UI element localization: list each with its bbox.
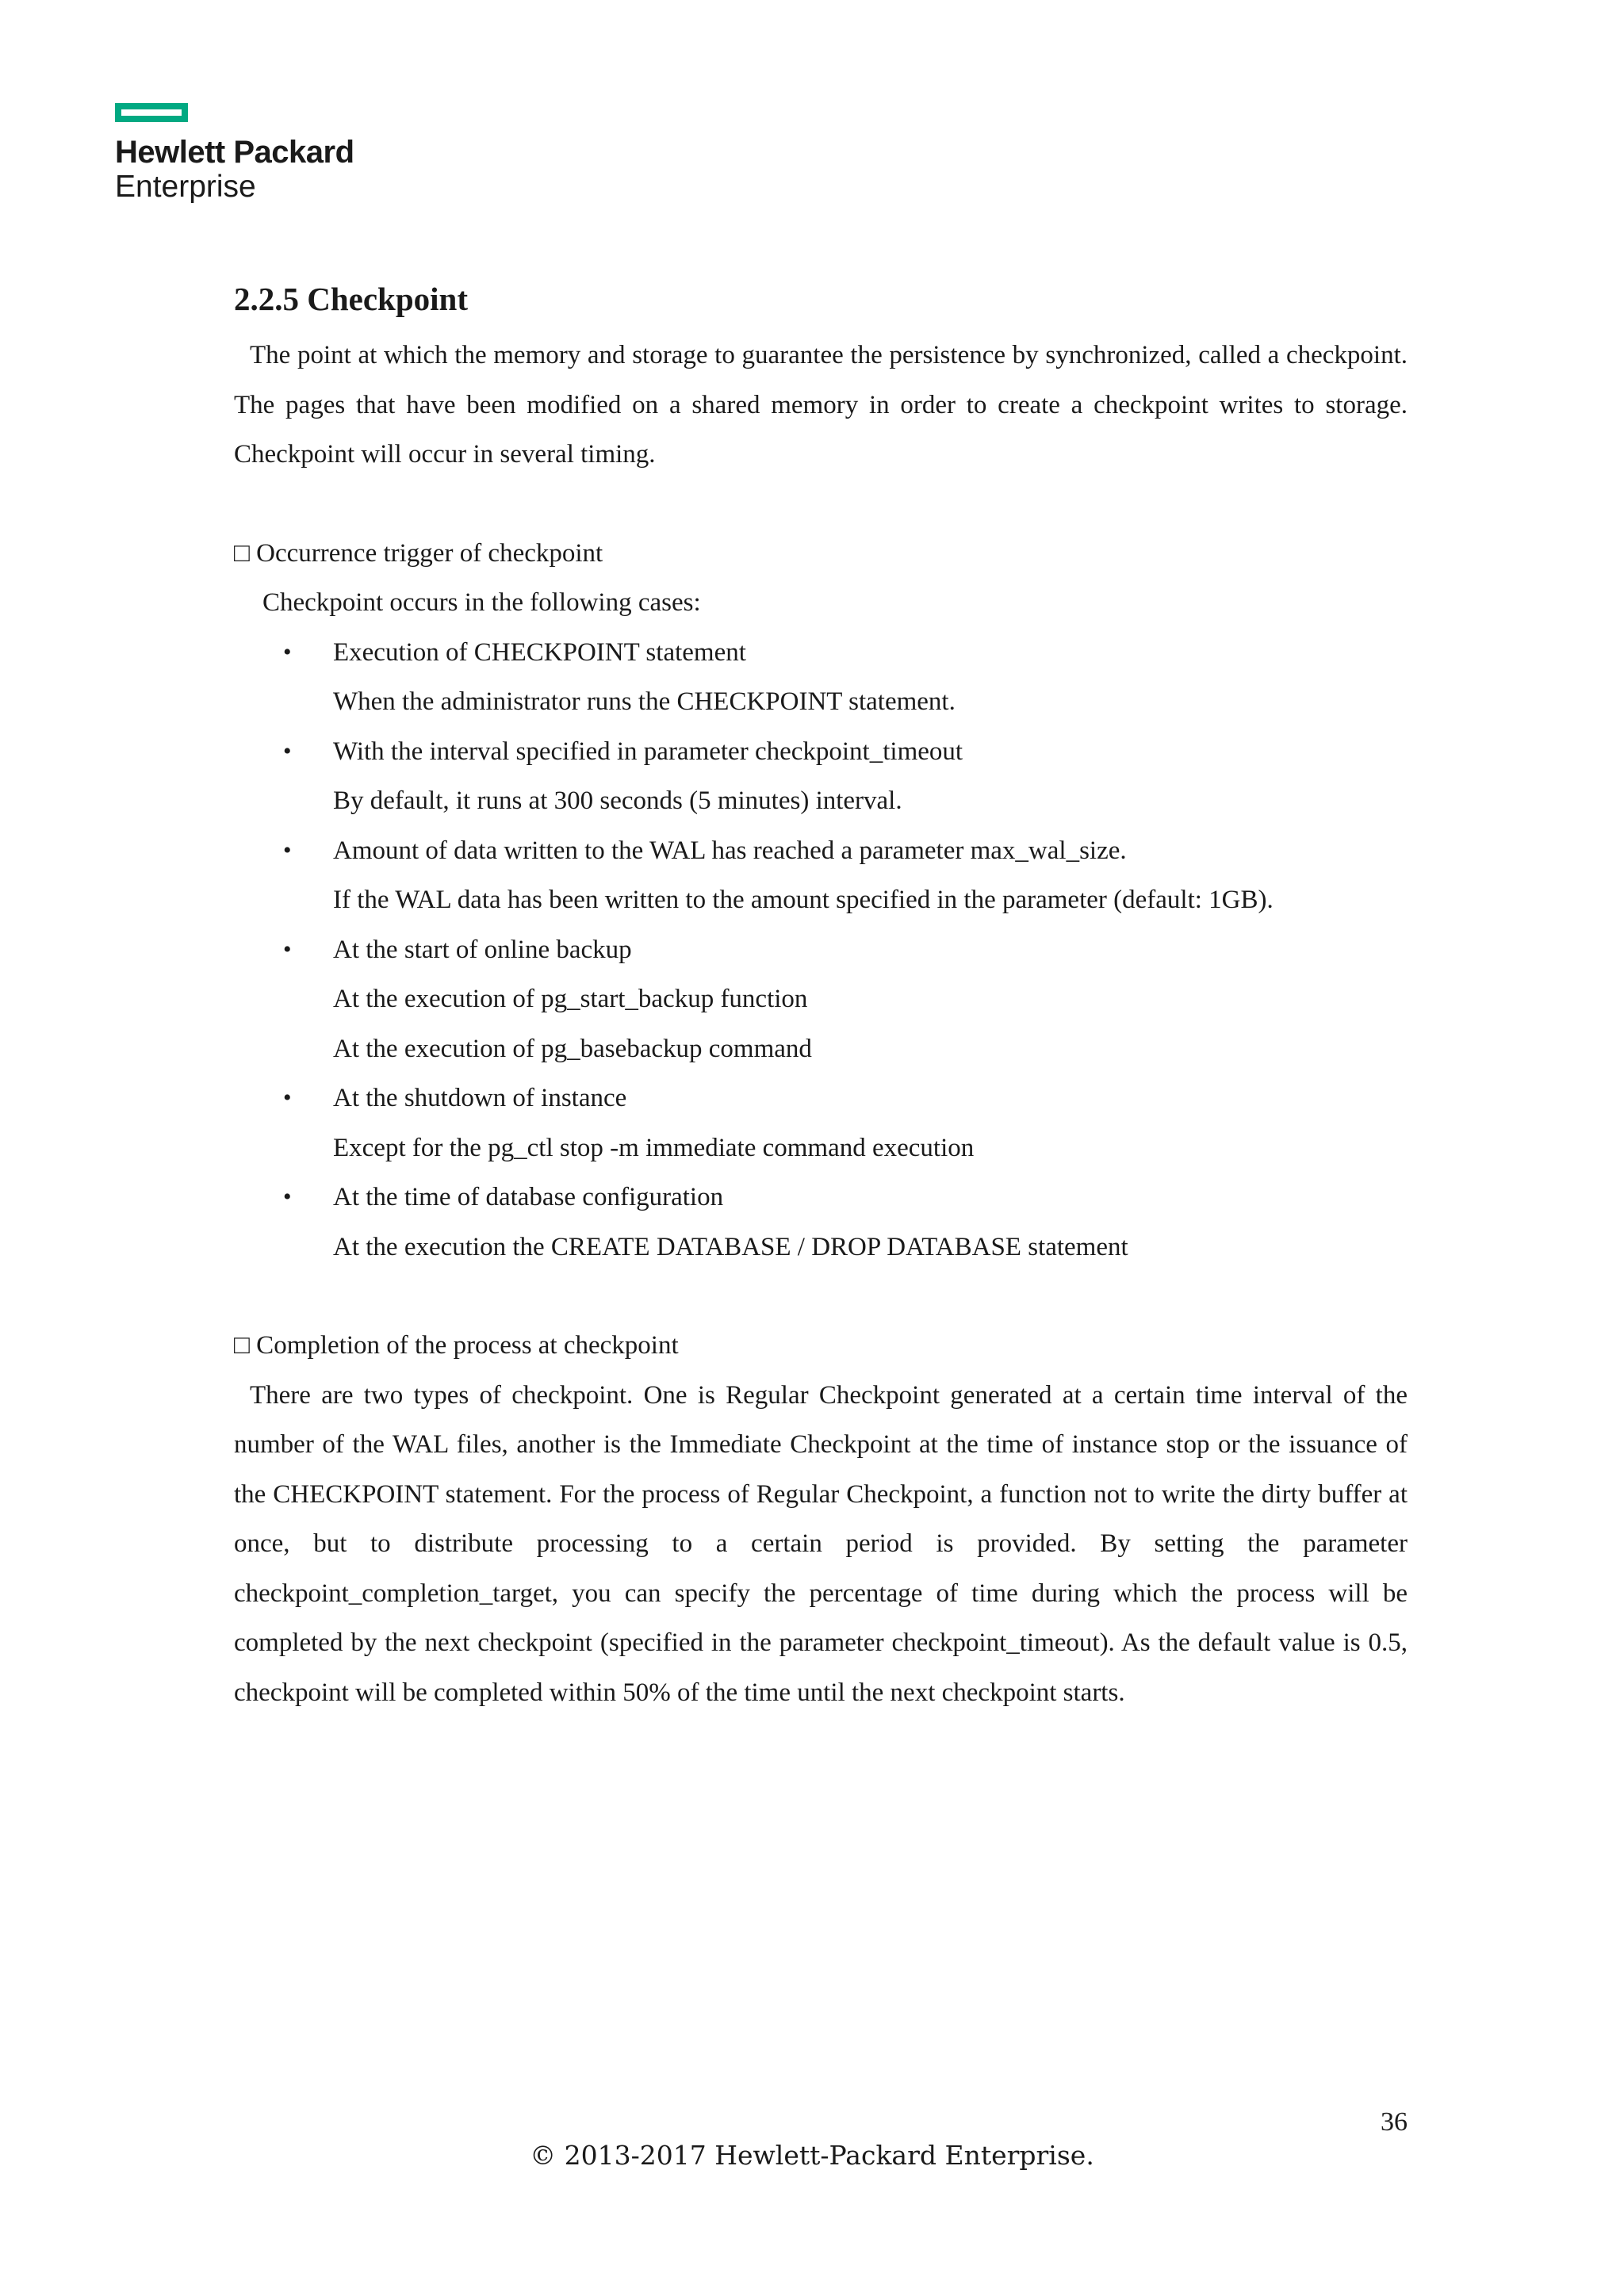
list-item <box>234 1173 1408 1272</box>
list-item-title: Amount of data written to the WAL has reached a parameter max_wal_size. <box>333 836 1127 865</box>
copyright-notice: © 2013-2017 Hewlett-Packard Enterprise. <box>530 2140 1094 2171</box>
company-logo <box>115 103 369 214</box>
triggers-lead: Checkpoint occurs in the following cases: <box>262 588 701 617</box>
spacer <box>234 1272 1408 1321</box>
list-item <box>234 727 1408 826</box>
list-item-detail: At the execution of pg_start_backup function <box>333 985 808 1013</box>
trigger-list <box>234 628 1408 1272</box>
list-item <box>234 826 1408 925</box>
bullet-icon: • <box>283 1184 292 1210</box>
intro-paragraph: The point at which the memory and storage to guarantee the persistence by synchronized, called a checkpoint. The pages that have been modified on a shared memory in order to create a checkpoint writes to storage. Checkpoint will occur in several timing. <box>234 341 1408 469</box>
list-item-title: At the time of database configuration <box>333 1183 724 1211</box>
list-item-detail: Except for the pg_ctl stop -m immediate command execution <box>333 1133 975 1162</box>
document-body <box>234 274 1408 1717</box>
list-item-title: With the interval specified in parameter checkpoint_timeout <box>333 737 963 766</box>
list-item <box>234 1073 1408 1173</box>
logo-text-line2: Enterprise <box>115 170 256 204</box>
logo-green-bar <box>115 103 188 122</box>
bullet-icon: • <box>283 936 292 962</box>
triggers-heading: □ Occurrence trigger of checkpoint <box>234 538 603 568</box>
section-heading: 2.2.5 Checkpoint <box>234 281 469 317</box>
list-item-title: Execution of CHECKPOINT statement <box>333 637 746 667</box>
list-item <box>234 628 1408 727</box>
logo-text-line1: Hewlett Packard <box>115 135 354 170</box>
bullet-icon: • <box>283 737 292 764</box>
list-item-detail: By default, it runs at 300 seconds (5 minutes) interval. <box>333 786 902 815</box>
list-item-detail: If the WAL data has been written to the amount specified in the parameter (default: 1GB). <box>333 886 1274 914</box>
completion-paragraph: There are two types of checkpoint. One is Regular Checkpoint generated at a certain time interval of the number of the WAL files, another is the Immediate Checkpoint at the time of instance stop or the issuance of the CHECKPOINT statement. For the process of Regular Checkpoint, a function not to write the dirty buffer at once, but to distribute processing to a certain period is provided. By setting the parameter checkpoint_completion_target, you can specify the percentage of time during which the process will be completed by the next checkpoint (specified in the parameter checkpoint_timeout). As the default value is 0.5, checkpoint will be completed within 50% of the time until the next checkpoint starts. <box>234 1380 1408 1707</box>
list-item-detail: When the administrator runs the CHECKPOINT statement. <box>333 687 956 716</box>
spacer <box>234 480 1408 529</box>
bullet-icon: • <box>283 1085 292 1111</box>
list-item-title: At the shutdown of instance <box>333 1084 627 1112</box>
completion-heading: □ Completion of the process at checkpoint <box>234 1331 679 1360</box>
bullet-icon: • <box>283 638 292 665</box>
list-item-detail: At the execution of pg_basebackup command <box>333 1034 812 1063</box>
page-number: 36 <box>1381 2107 1408 2137</box>
list-item-detail: At the execution the CREATE DATABASE / DROP DATABASE statement <box>333 1232 1128 1261</box>
bullet-icon: • <box>283 836 292 863</box>
list-item-title: At the start of online backup <box>333 935 632 964</box>
list-item <box>234 925 1408 1074</box>
